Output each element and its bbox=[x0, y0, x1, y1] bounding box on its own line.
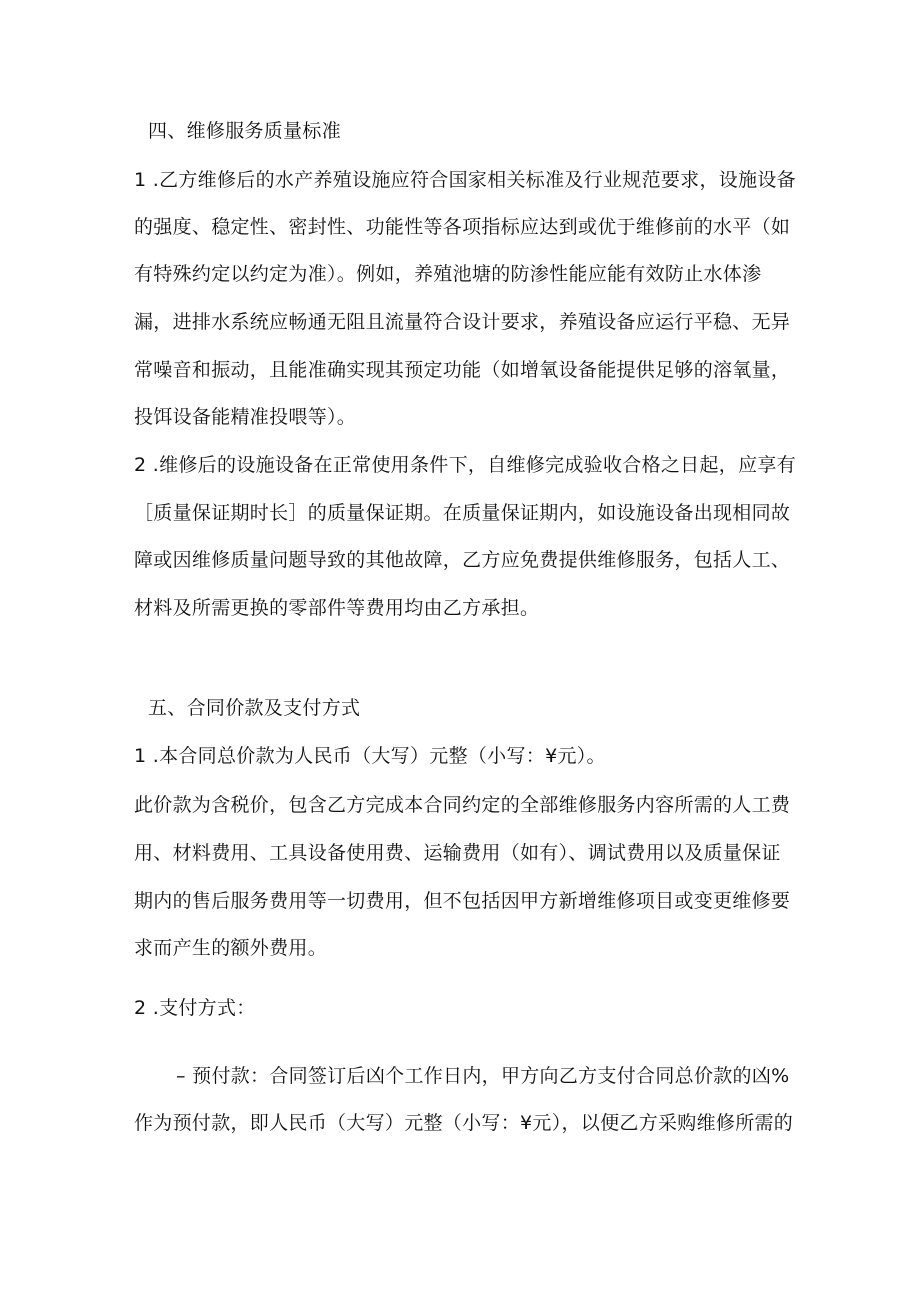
paragraph-line: 的强度、稳定性、密封性、功能性等各项指标应达到或优于维修前的水平（如 bbox=[134, 216, 791, 238]
section-5-item-2: 2 .支付方式： bbox=[134, 997, 256, 1019]
paragraph-line: 有特殊约定以约定为准）。例如，养殖池塘的防渗性能应能有效防止水体渗 bbox=[134, 263, 762, 285]
paragraph-line: 投饵设备能精准投喂等）。 bbox=[134, 406, 357, 428]
section-5-item-1: 1 .本合同总价款为人民币（大写）元整（小写：¥元）。 bbox=[134, 745, 606, 767]
paragraph-line: 漏，进排水系统应畅通无阻且流量符合设计要求，养殖设备应运行平稳、无异 bbox=[134, 311, 791, 333]
paragraph-line: ［质量保证期时长］的质量保证期。在质量保证期内，如设施设备出现相同故 bbox=[134, 502, 791, 524]
paragraph-line: 2 .维修后的设施设备在正常使用条件下，自维修完成验收合格之日起，应享有 bbox=[134, 454, 796, 476]
paragraph-line: 此价款为含税价，包含乙方完成本合同约定的全部维修服务内容所需的人工费 bbox=[134, 794, 791, 816]
paragraph-line: 作为预付款，即人民币（大写）元整（小写：¥元），以便乙方采购维修所需的 bbox=[134, 1112, 794, 1134]
paragraph-line: – 预付款：合同签订后凶个工作日内，甲方向乙方支付合同总价款的凶% bbox=[176, 1065, 790, 1087]
paragraph-line: 1 .乙方维修后的水产养殖设施应符合国家相关标准及行业规范要求，设施设备 bbox=[134, 169, 796, 191]
section-4-heading: 四、维修服务质量标准 bbox=[148, 120, 342, 142]
paragraph-line: 用、材料费用、工具设备使用费、运输费用（如有）、调试费用以及质量保证 bbox=[134, 842, 781, 864]
paragraph-line: 期内的售后服务费用等一切费用，但不包括因甲方新增维修项目或变更维修要 bbox=[134, 890, 791, 912]
paragraph-line: 材料及所需更换的零部件等费用均由乙方承担。 bbox=[134, 597, 540, 619]
paragraph-line: 求而产生的额外费用。 bbox=[134, 937, 328, 959]
section-5-heading: 五、合同价款及支付方式 bbox=[148, 697, 361, 719]
paragraph-line: 障或因维修质量问题导致的其他故障，乙方应免费提供维修服务，包括人工、 bbox=[134, 549, 791, 571]
paragraph-line: 常噪音和振动，且能准确实现其预定功能（如增氧设备能提供足够的溶氧量， bbox=[134, 359, 791, 381]
